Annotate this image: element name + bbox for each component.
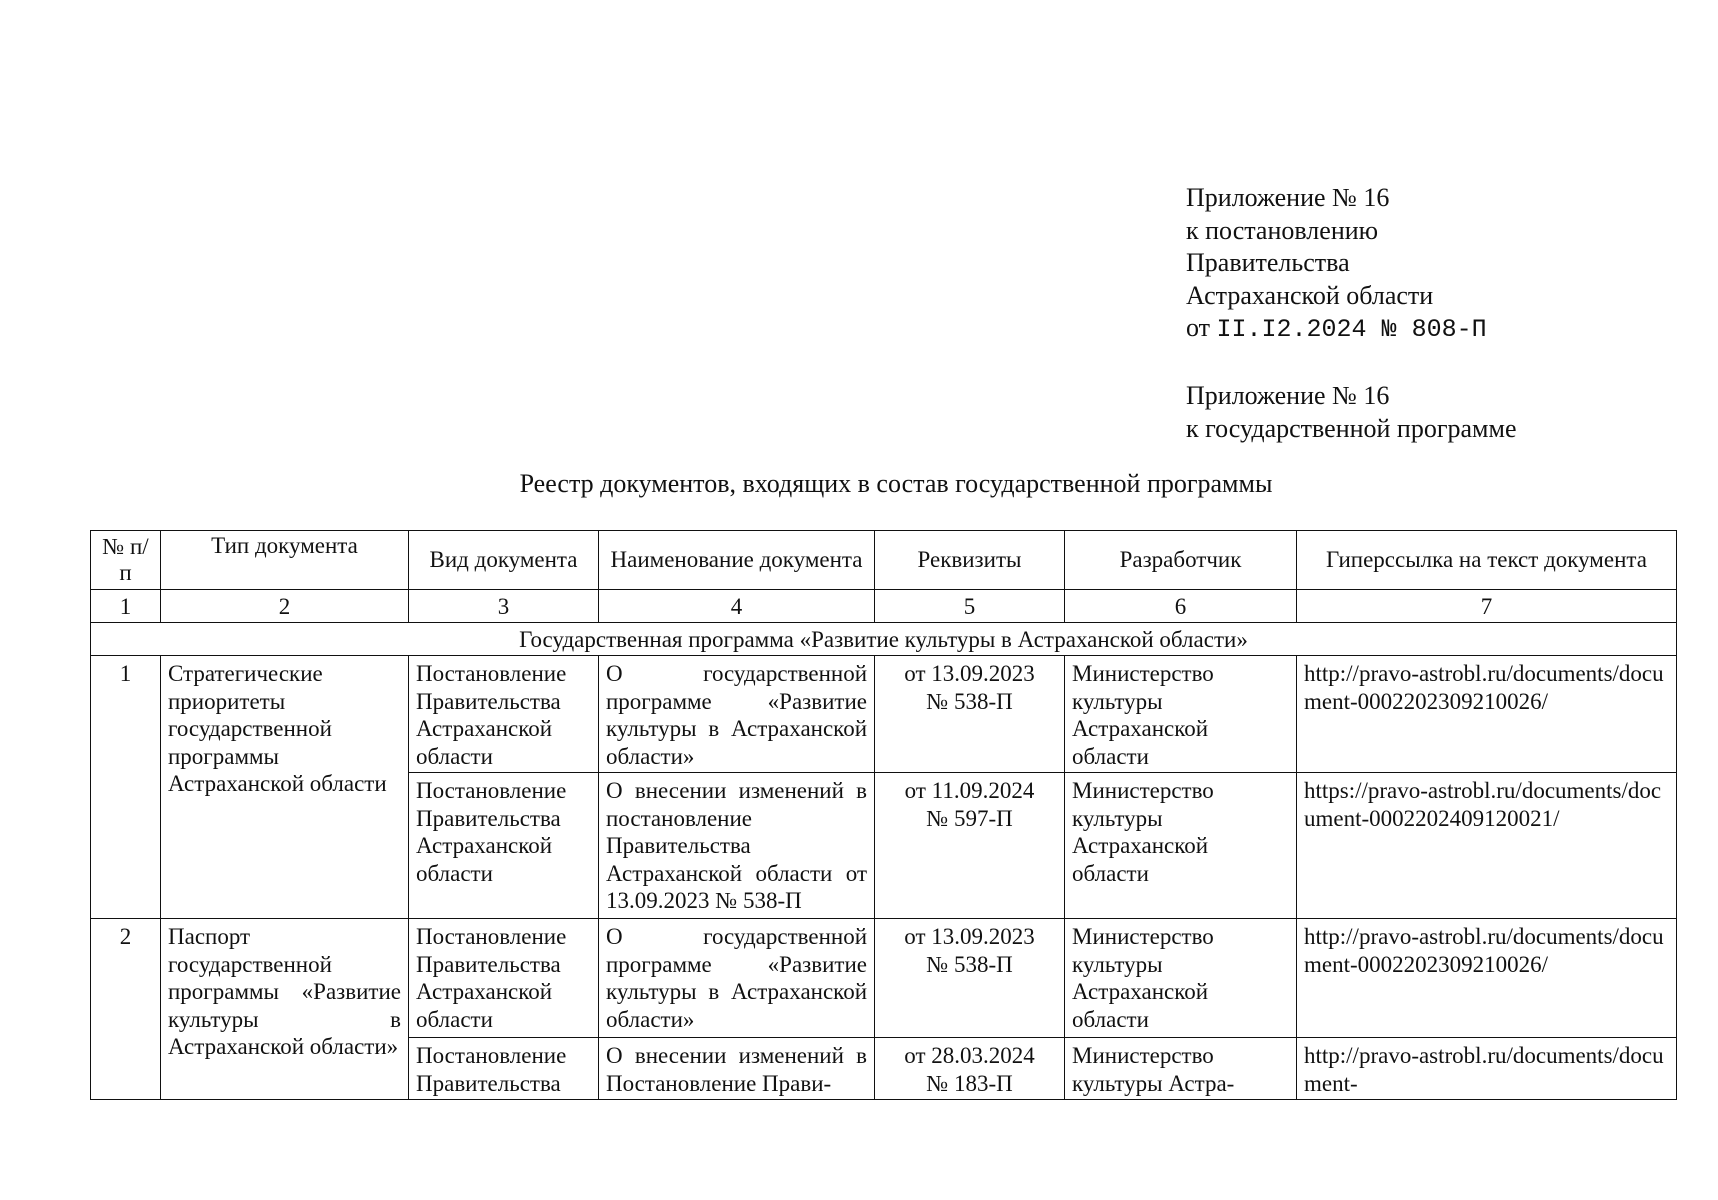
- header-link: Гиперссылка на текст документа: [1297, 531, 1677, 590]
- details-number: № 538-П: [926, 951, 1013, 977]
- document-developer: Министерство культуры Астраханской области: [1065, 656, 1297, 773]
- table-row: [91, 919, 1677, 1038]
- appendix-number-program: Приложение № 16: [1186, 381, 1390, 410]
- column-number-row: [91, 590, 1677, 623]
- row-number: 2: [91, 919, 161, 1100]
- column-number: 3: [409, 590, 599, 623]
- appendix-date-prefix: от: [1186, 313, 1211, 342]
- document-link[interactable]: http://pravo-astrobl.ru/documents/document-: [1297, 1038, 1677, 1100]
- appendix-header-program: [1186, 380, 1517, 445]
- document-type: Стратегические приоритеты государственной программы Астраханской области: [161, 656, 409, 919]
- document-registry-table: [90, 530, 1677, 1100]
- column-number: 1: [91, 590, 161, 623]
- row-number: 1: [91, 656, 161, 919]
- document-title: Реестр документов, входящих в состав государственной программы: [519, 469, 1273, 498]
- header-num: № п/п: [91, 531, 161, 590]
- document-developer: Министерство культуры Астра-: [1065, 1038, 1297, 1100]
- program-title-row: [91, 623, 1677, 656]
- document-link[interactable]: https://pravo-astrobl.ru/documents/document-0002202409120021/: [1297, 773, 1677, 919]
- appendix-government: Правительства: [1186, 248, 1350, 277]
- document-name: О внесении изменений в постановление Правительства Астраханской области от 13.09.2023 № 538-П: [599, 773, 875, 919]
- table-header-row: [91, 531, 1677, 590]
- document-details: [875, 773, 1065, 919]
- document-developer: Министерство культуры Астраханской области: [1065, 919, 1297, 1038]
- document-kind: Постановление Правительства: [409, 1038, 599, 1100]
- details-number: № 597-П: [926, 805, 1013, 831]
- header-kind: Вид документа: [409, 531, 599, 590]
- details-number: № 538-П: [926, 688, 1013, 714]
- column-number: 6: [1065, 590, 1297, 623]
- header-name: Наименование документа: [599, 531, 875, 590]
- appendix-date-stamp: II.I2.2024 № 808-П: [1216, 315, 1487, 344]
- table-row: [91, 656, 1677, 773]
- document-developer: Министерство культуры Астраханской области: [1065, 773, 1297, 919]
- document-details: [875, 656, 1065, 773]
- document-details: [875, 1038, 1065, 1100]
- column-number: 5: [875, 590, 1065, 623]
- header-type: Тип документа: [161, 531, 409, 590]
- appendix-to-resolution: к постановлению: [1186, 215, 1379, 245]
- column-number: 2: [161, 590, 409, 623]
- appendix-date-line: [1186, 312, 1487, 347]
- document-kind: Постановление Правительства Астраханской области: [409, 656, 599, 773]
- appendix-number: Приложение № 16: [1186, 183, 1390, 212]
- appendix-region: Астраханской области: [1186, 280, 1434, 310]
- appendix-to-program: к государственной программе: [1186, 413, 1517, 443]
- document-name: О внесении изменений в Постановление Прави-: [599, 1038, 875, 1100]
- details-date: от 13.09.2023: [904, 661, 1035, 686]
- details-date: от 28.03.2024: [904, 1043, 1035, 1068]
- document-name: О государственной программе «Развитие культуры в Астраханской области»: [599, 656, 875, 773]
- program-title: Государственная программа «Развитие культуры в Астраханской области»: [91, 623, 1677, 656]
- header-details: Реквизиты: [875, 531, 1065, 590]
- document-name: О государственной программе «Развитие культуры в Астраханской области»: [599, 919, 875, 1038]
- details-date: от 11.09.2024: [904, 778, 1035, 803]
- document-kind: Постановление Правительства Астраханской области: [409, 919, 599, 1038]
- column-number: 4: [599, 590, 875, 623]
- document-details: [875, 919, 1065, 1038]
- column-number: 7: [1297, 590, 1677, 623]
- appendix-header-resolution: [1186, 182, 1487, 347]
- header-developer: Разработчик: [1065, 531, 1297, 590]
- details-date: от 13.09.2023: [904, 924, 1035, 949]
- details-number: № 183-П: [926, 1070, 1013, 1096]
- document-type: Паспорт государственной программы «Развитие культуры в Астраханской области»: [161, 919, 409, 1100]
- document-link[interactable]: http://pravo-astrobl.ru/documents/document-0002202309210026/: [1297, 656, 1677, 773]
- document-link[interactable]: http://pravo-astrobl.ru/documents/document-0002202309210026/: [1297, 919, 1677, 1038]
- document-kind: Постановление Правительства Астраханской области: [409, 773, 599, 919]
